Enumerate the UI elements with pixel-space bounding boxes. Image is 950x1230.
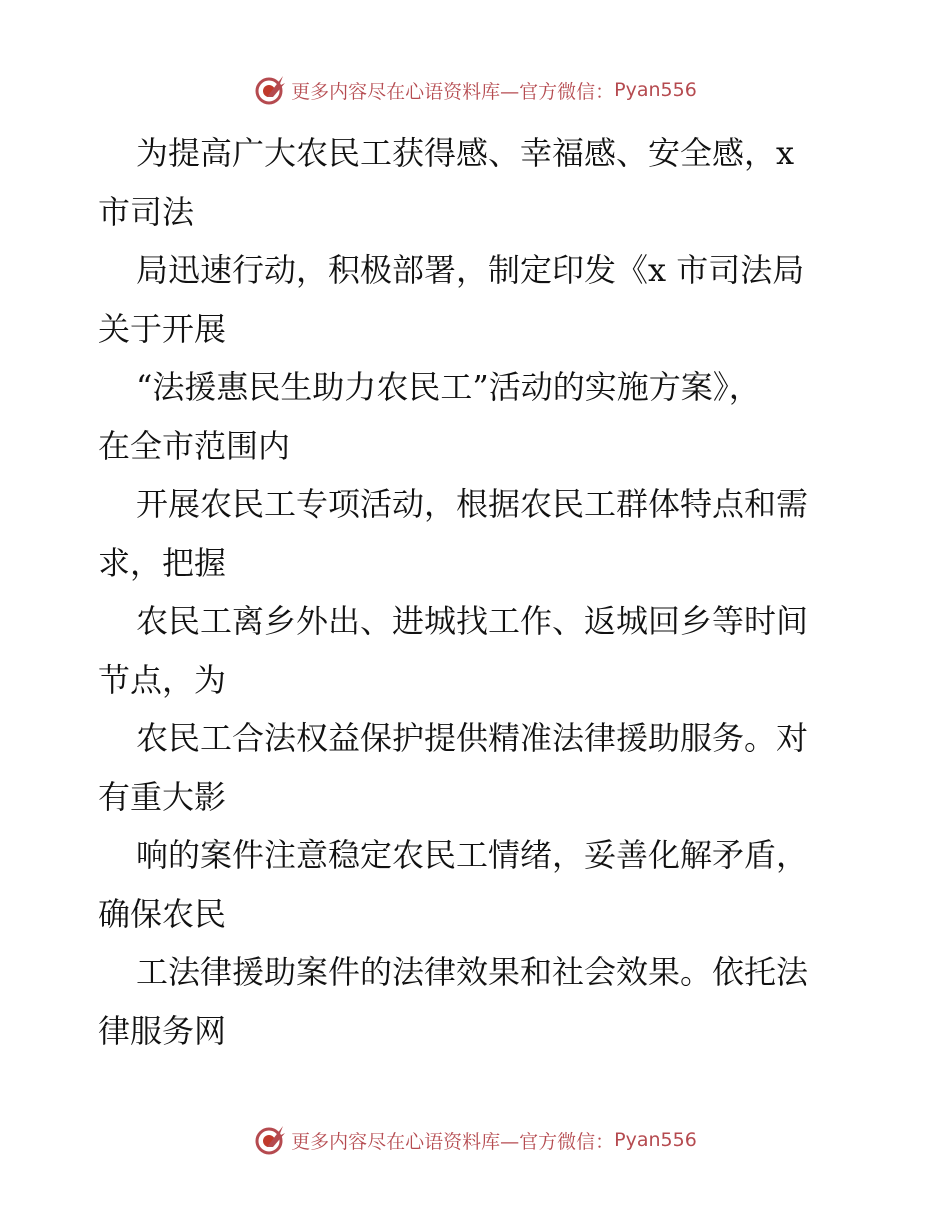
text-line: 关于开展 bbox=[98, 309, 227, 348]
footer-banner-text: 更多内容尽在心语资料库—官方微信： bbox=[291, 1130, 615, 1153]
text-line: 在全市范围内 bbox=[98, 426, 291, 465]
text-line: 开展农民工专项活动，根据农民工群体特点和需 bbox=[136, 485, 809, 523]
footer-banner-handle: Pyan556 bbox=[614, 1129, 697, 1151]
text-line: 市司法 bbox=[98, 192, 195, 231]
footer-banner bbox=[0, 1122, 950, 1158]
document-body bbox=[98, 124, 858, 1060]
text-line: 农民工合法权益保护提供精准法律援助服务。对 bbox=[136, 719, 809, 757]
text-line: 律服务网 bbox=[98, 1011, 227, 1050]
text-line: “法援惠民生助力农民工”活动的实施方案》， bbox=[136, 368, 761, 406]
text-line: 局迅速行动，积极部署，制定印发《x 市司法局 bbox=[136, 251, 805, 289]
quill-logo-icon bbox=[253, 1123, 287, 1157]
text-line: 农民工离乡外出、进城找工作、返城回乡等时间 bbox=[136, 602, 809, 640]
text-line: 有重大影 bbox=[98, 777, 227, 816]
text-line: 为提高广大农民工获得感、幸福感、安全感，x bbox=[136, 134, 795, 172]
header-banner bbox=[0, 72, 950, 108]
text-line: 工法律援助案件的法律效果和社会效果。依托法 bbox=[136, 953, 809, 991]
text-line: 确保农民 bbox=[98, 894, 227, 933]
text-line: 响的案件注意稳定农民工情绪，妥善化解矛盾， bbox=[136, 836, 809, 874]
text-line: 求，把握 bbox=[98, 543, 227, 582]
header-banner-handle: Pyan556 bbox=[614, 79, 697, 101]
header-banner-text: 更多内容尽在心语资料库—官方微信： bbox=[291, 80, 615, 103]
quill-logo-icon bbox=[253, 73, 287, 107]
text-line: 节点，为 bbox=[98, 660, 227, 699]
